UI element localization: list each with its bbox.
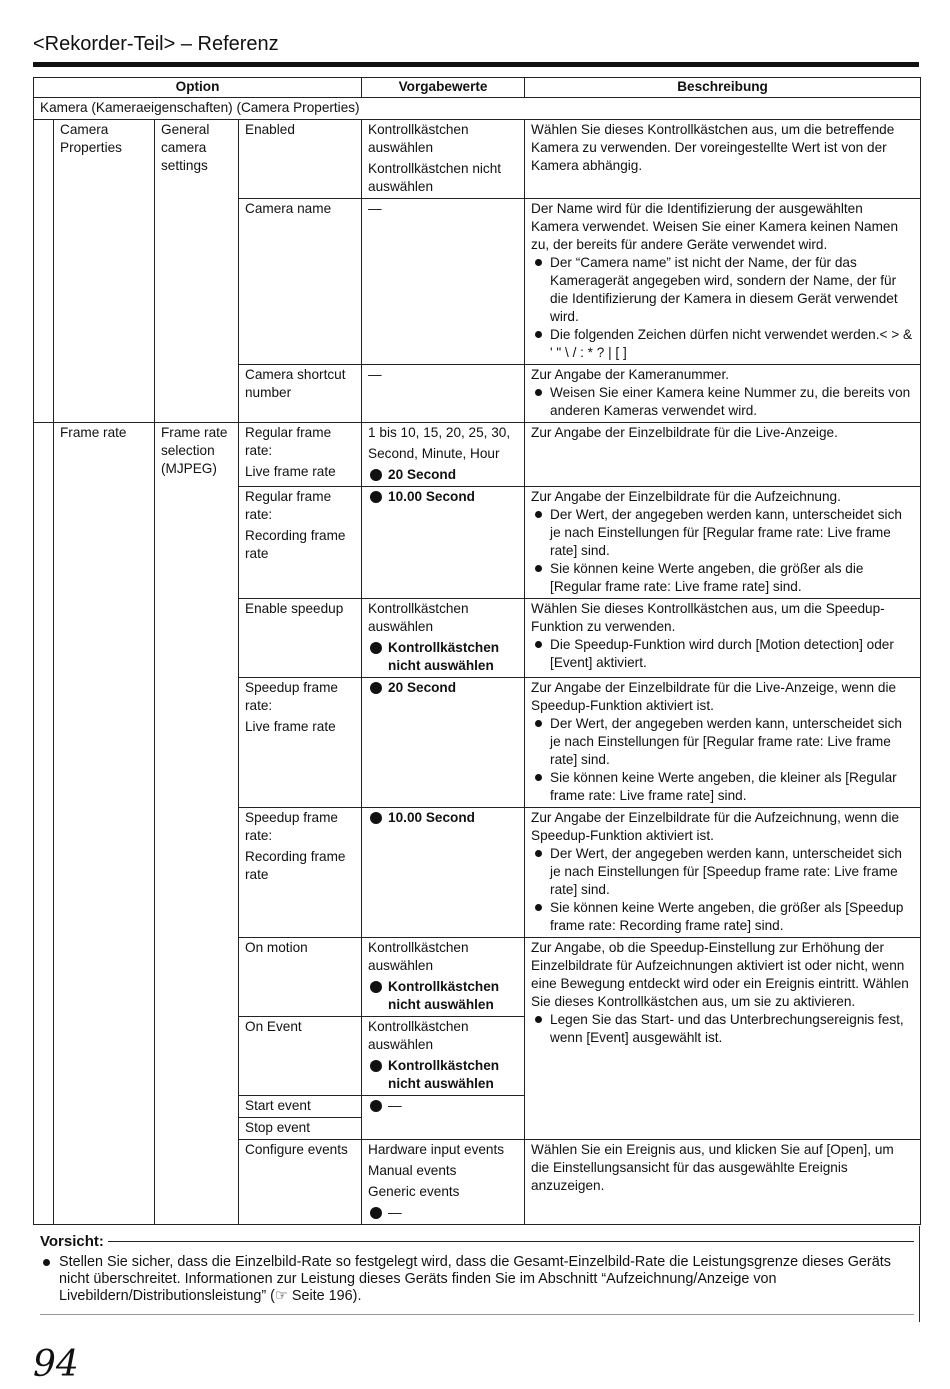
desc-configure-events xyxy=(525,1140,921,1225)
default-value: Kontrollkästchen nicht auswählen xyxy=(368,639,518,675)
desc-enabled xyxy=(525,120,921,199)
desc-regular-live xyxy=(525,423,921,487)
desc-text: Zur Angabe der Einzelbildrate für die Aufzeichnung, wenn die Speedup-Funktion aktiviert ist. xyxy=(531,810,900,843)
option-stop-event: Stop event xyxy=(239,1118,362,1140)
desc-text: Wählen Sie ein Ereignis aus, und klicken Sie auf [Open], um die Einstellungsansicht für das ausgewählte Ereignis anzuzeigen. xyxy=(531,1142,894,1193)
default-value: — xyxy=(368,1097,518,1115)
values-on-motion xyxy=(362,938,525,1017)
caution-text: Stellen Sie sicher, dass die Einzelbild-Rate so festgelegt wird, dass die Gesamt-Einzelbild-Rate die Leistungsgrenze dieses Geräts nicht überschreitet. Informationen zur Leistung dieses Geräts finden Sie im Abschnitt “Aufzeichnung/Anzeige von Livebildern/Distributionsleistung” (☞ Seite 196). xyxy=(40,1254,914,1305)
caution-bottom-rule xyxy=(40,1314,914,1315)
desc-text: Zur Angabe der Kameranummer. xyxy=(531,367,730,382)
section-title: Kamera (Kameraeigenschaften) (Camera Properties) xyxy=(34,98,921,120)
option-start-event: Start event xyxy=(239,1096,362,1118)
default-value: Kontrollkästchen nicht auswählen xyxy=(368,1057,518,1093)
group-frame-rate: Frame rate xyxy=(54,423,155,1225)
indent-cell xyxy=(34,423,54,1225)
value-item: Kontrollkästchen nicht auswählen xyxy=(368,161,502,194)
option-camera-name: Camera name xyxy=(239,199,362,365)
desc-text: Wählen Sie dieses Kontrollkästchen aus, um die betreffende Kamera zu verwenden. Der voreingestellte Wert ist von der Kamera abhängig. xyxy=(531,122,895,173)
desc-speedup-live xyxy=(525,678,921,808)
values-enabled xyxy=(362,120,525,199)
header-option: Option xyxy=(34,78,362,98)
default-value: 20 Second xyxy=(368,466,518,484)
page-number: 94 xyxy=(33,1344,79,1385)
option-line: Live frame rate xyxy=(245,464,336,479)
option-on-motion: On motion xyxy=(239,938,362,1017)
option-line: Recording frame rate xyxy=(245,849,346,882)
reference-table xyxy=(33,77,921,1225)
group-camera-properties: Camera Properties xyxy=(54,120,155,423)
option-line: Regular frame rate: xyxy=(245,489,332,522)
table-header-row xyxy=(34,78,921,98)
desc-on-motion xyxy=(525,938,921,1140)
table-row xyxy=(34,423,921,487)
value-item: Generic events xyxy=(368,1184,460,1199)
group-frame-rate-selection: Frame rate selection (MJPEG) xyxy=(155,423,239,1225)
group-general-settings: General camera settings xyxy=(155,120,239,423)
bullet-item: Der Wert, der angegeben werden kann, unterscheidet sich je nach Einstellungen für [Speedup frame rate: Live frame rate] sind. xyxy=(531,845,914,899)
values-speedup-recording xyxy=(362,808,525,938)
header-rule xyxy=(33,62,919,67)
value-camera-name: — xyxy=(362,199,525,365)
header-description: Beschreibung xyxy=(525,78,921,98)
bullet-item: Weisen Sie einer Kamera keine Nummer zu, die bereits von anderen Kameras verwendet wird. xyxy=(531,384,914,420)
value-item: Hardware input events xyxy=(368,1142,505,1157)
option-enabled: Enabled xyxy=(239,120,362,199)
section-row xyxy=(34,98,921,120)
desc-camera-name xyxy=(525,199,921,365)
values-enable-speedup xyxy=(362,599,525,678)
header-defaults: Vorgabewerte xyxy=(362,78,525,98)
default-value: 10.00 Second xyxy=(368,488,518,506)
option-line: Speedup frame rate: xyxy=(245,810,338,843)
values-regular-live xyxy=(362,423,525,487)
option-line: Recording frame rate xyxy=(245,528,346,561)
option-on-event: On Event xyxy=(239,1017,362,1096)
values-regular-recording xyxy=(362,487,525,599)
option-camera-shortcut: Camera shortcut number xyxy=(239,365,362,423)
caution-side-line xyxy=(919,1226,920,1322)
desc-text: Der Name wird für die Identifizierung der ausgewählten Kamera verwendet. Weisen Sie einer Kamera keinen Namen zu, der bereits für andere Geräte verwendet wird. xyxy=(531,201,899,252)
values-speedup-live xyxy=(362,678,525,808)
bullet-item: Legen Sie das Start- und das Unterbrechungsereignis fest, wenn [Event] ausgewählt ist. xyxy=(531,1011,914,1047)
desc-text: Zur Angabe, ob die Speedup-Einstellung zur Erhöhung der Einzelbildrate für Aufzeichnungen aktiviert ist oder nicht, wenn eine Bewegung entdeckt wird oder ein Ereignis eintritt. Wählen Sie dieses Kontrollkästchen aus, um sie zu aktivieren. xyxy=(531,940,909,1009)
bullet-item: Sie können keine Werte angeben, die größer als die [Regular frame rate: Live frame rate] sind. xyxy=(531,560,914,596)
caution-heading xyxy=(40,1233,914,1250)
default-value: Kontrollkästchen nicht auswählen xyxy=(368,978,518,1014)
option-line: Speedup frame rate: xyxy=(245,680,338,713)
bullet-item: Die folgenden Zeichen dürfen nicht verwendet werden.< > & ' " \ / : * ? | [ ] xyxy=(531,326,914,362)
option-speedup-recording xyxy=(239,808,362,938)
value-item: Kontrollkästchen auswählen xyxy=(368,940,469,973)
value-item: Manual events xyxy=(368,1163,457,1178)
option-enable-speedup: Enable speedup xyxy=(239,599,362,678)
value-item: 1 bis 10, 15, 20, 25, 30, xyxy=(368,425,511,440)
value-item: Second, Minute, Hour xyxy=(368,446,500,461)
desc-text: Zur Angabe der Einzelbildrate für die Live-Anzeige, wenn die Speedup-Funktion aktiviert ist. xyxy=(531,680,897,713)
value-camera-shortcut: — xyxy=(362,365,525,423)
value-item: Kontrollkästchen auswählen xyxy=(368,601,469,634)
bullet-item: Die Speedup-Funktion wird durch [Motion detection] oder [Event] aktiviert. xyxy=(531,636,914,672)
default-value: — xyxy=(368,1204,518,1222)
default-value: 10.00 Second xyxy=(368,809,518,827)
caution-box xyxy=(40,1233,914,1305)
indent-cell xyxy=(34,120,54,423)
value-item: Kontrollkästchen auswählen xyxy=(368,122,469,155)
desc-text: Zur Angabe der Einzelbildrate für die Live-Anzeige. xyxy=(531,425,838,440)
desc-text: Wählen Sie dieses Kontrollkästchen aus, um die Speedup-Funktion zu verwenden. xyxy=(531,601,885,634)
caution-title: Vorsicht: xyxy=(40,1233,104,1250)
option-speedup-live xyxy=(239,678,362,808)
desc-speedup-recording xyxy=(525,808,921,938)
bullet-item: Der “Camera name” ist nicht der Name, der für das Kameragerät angegeben wird, sondern der Name, der für die Identifizierung der Kamera in diesem Gerät verwendet wird. xyxy=(531,254,914,326)
option-regular-recording xyxy=(239,487,362,599)
option-configure-events: Configure events xyxy=(239,1140,362,1225)
desc-text: Zur Angabe der Einzelbildrate für die Aufzeichnung. xyxy=(531,489,841,504)
option-line: Live frame rate xyxy=(245,719,336,734)
bullet-item: Der Wert, der angegeben werden kann, unterscheidet sich je nach Einstellungen für [Regular frame rate: Live frame rate] sind. xyxy=(531,715,914,769)
option-regular-live xyxy=(239,423,362,487)
bullet-item: Sie können keine Werte angeben, die größer als [Speedup frame rate: Recording frame rate] sind. xyxy=(531,899,914,935)
bullet-item: Sie können keine Werte angeben, die kleiner als [Regular frame rate: Live frame rate] sind. xyxy=(531,769,914,805)
page-header-title: <Rekorder-Teil> – Referenz xyxy=(33,33,279,55)
values-configure-events xyxy=(362,1140,525,1225)
desc-regular-recording xyxy=(525,487,921,599)
caution-rule xyxy=(108,1241,914,1242)
default-value: 20 Second xyxy=(368,679,518,697)
desc-enable-speedup xyxy=(525,599,921,678)
table-row xyxy=(34,120,921,199)
values-on-event xyxy=(362,1017,525,1096)
value-item: Kontrollkästchen auswählen xyxy=(368,1019,469,1052)
desc-camera-shortcut xyxy=(525,365,921,423)
values-start-stop-event xyxy=(362,1096,525,1140)
option-line: Regular frame rate: xyxy=(245,425,332,458)
bullet-item: Der Wert, der angegeben werden kann, unterscheidet sich je nach Einstellungen für [Regular frame rate: Live frame rate] sind. xyxy=(531,506,914,560)
